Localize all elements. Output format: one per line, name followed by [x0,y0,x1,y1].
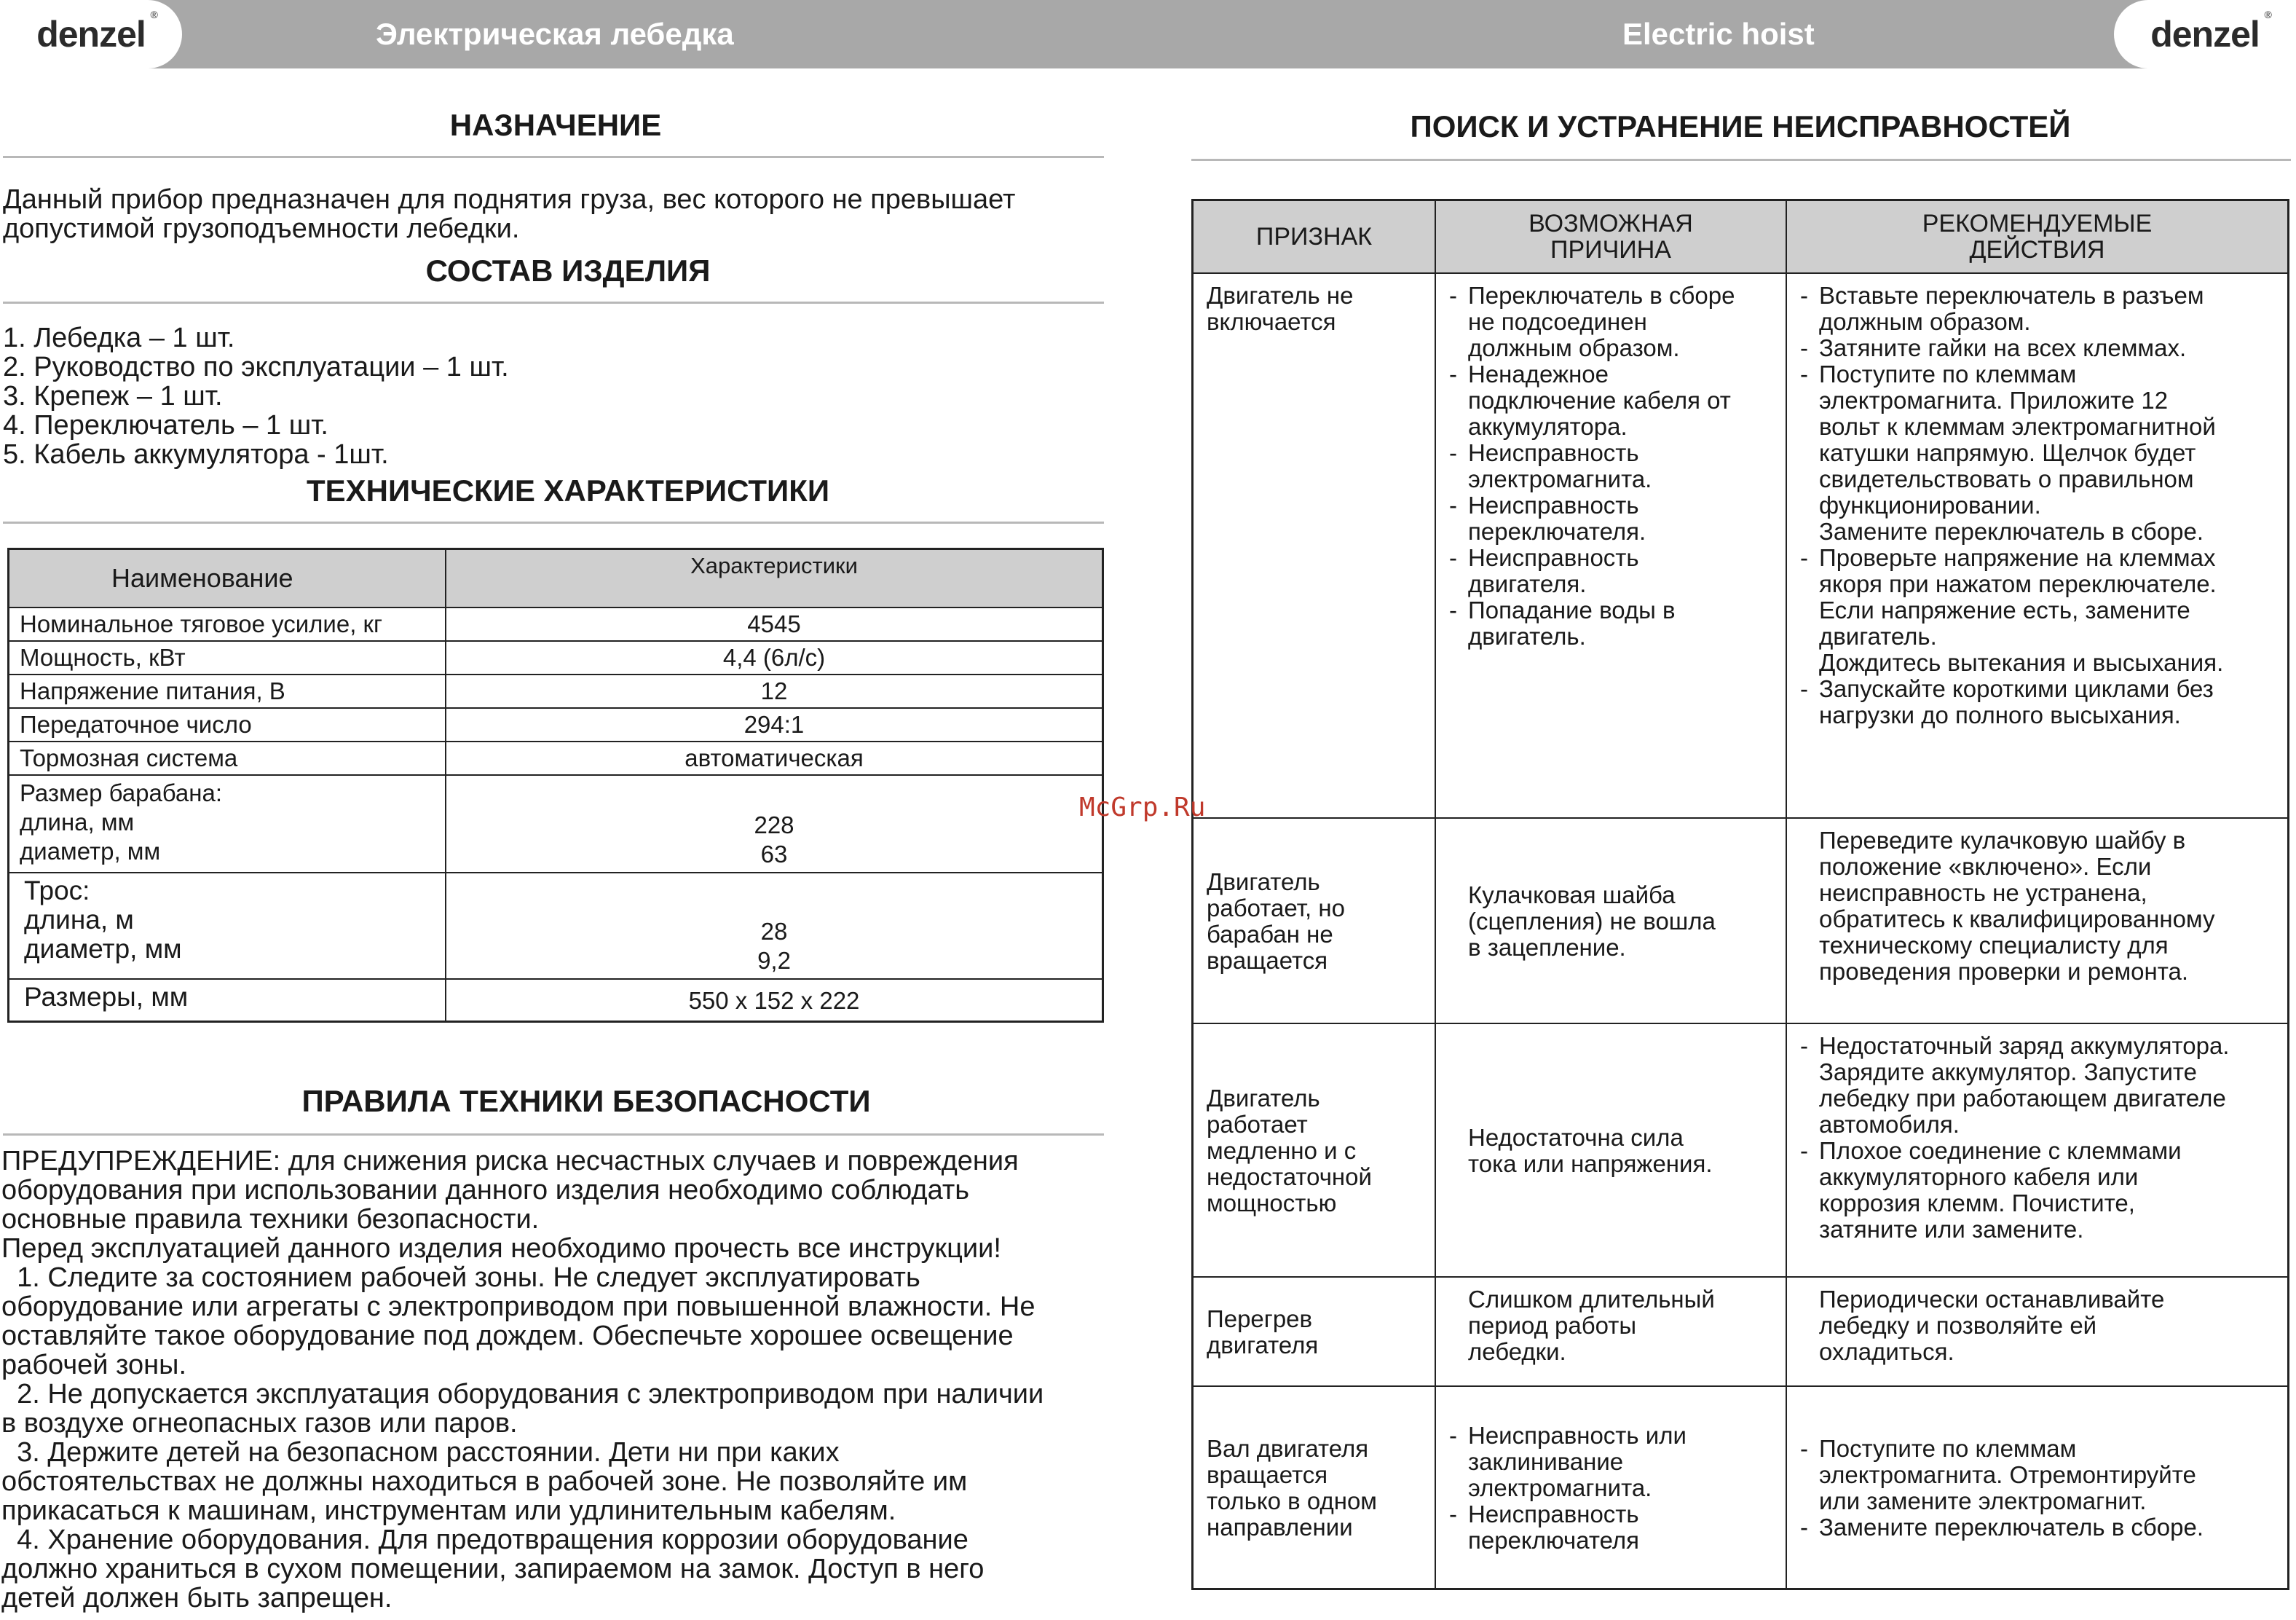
trouble-rule [1191,159,2291,161]
spec-value: автоматическая [685,744,864,771]
table-row [1194,272,2287,817]
spec-name: Мощность, кВт [9,642,446,674]
specs-heading: ТЕХНИЧЕСКИЕ ХАРАКТЕРИСТИКИ [306,473,830,508]
spec-value: 28 9,2 [757,918,791,974]
purpose-text: Данный прибор предназначен для поднятия груза, вес которого не превышает допустимой грузоподъемности лебедки. [3,184,1016,244]
cause-cell: - Неисправность или заклинивание электромагнита. - Неисправность переключателя [1436,1387,1787,1588]
sign-cell: Перегрев двигателя [1194,1278,1436,1385]
action-cell: Периодически останавливайте лебедку и позволяйте ей охладиться. [1819,1286,2165,1365]
sign-cell: Двигатель работает медленно и с недостаточной мощностью [1194,1024,1436,1276]
sign-cell: Двигатель не включается [1194,274,1436,817]
spec-name: Тормозная система [9,742,446,774]
action-cell: - Поступите по клеммам электромагнита. Отремонтируйте или замените электромагнит. - Замените переключатель в сборе. [1787,1387,2287,1588]
spec-name: Трос: длина, м диаметр, мм [9,873,446,978]
purpose-heading: НАЗНАЧЕНИЕ [449,108,662,142]
sign-cell: Вал двигателя вращается только в одном направлении [1194,1387,1436,1588]
col-action: РЕКОМЕНДУЕМЫЕ ДЕЙСТВИЯ [1922,210,2153,264]
col-sign: ПРИЗНАК [1194,201,1436,272]
spec-value: 550 х 152 х 222 [688,987,860,1014]
table-row [9,674,1102,707]
list-item: 5. Кабель аккумулятора - 1шт. [3,439,389,470]
specs-col-name: Наименование [9,550,446,607]
spec-name: Размер барабана: длина, мм диаметр, мм [9,776,446,872]
spec-name: Размеры, мм [9,980,446,1021]
list-item: 4. Переключатель – 1 шт. [3,410,328,441]
contents-heading: СОСТАВ ИЗДЕЛИЯ [425,253,711,288]
purpose-rule [3,156,1104,158]
table-row-rope [9,872,1102,978]
spec-value: 294:1 [743,711,805,738]
table-row [9,707,1102,741]
specs-col-value: Характеристики [690,553,858,578]
header-band [0,0,2296,68]
action-cell: - Недостаточный заряд аккумулятора. Зарядите аккумулятор. Запустите лебедку при работающем двигателе автомобиля. - Плохое соединение с клеммами аккумуляторного кабеля или коррозия клемм. Почистите, затяните или замените. [1787,1024,2287,1276]
cause-cell: Кулачковая шайба (сцепления) не вошла в зацепление. [1436,819,1787,1023]
cause-cell: - Переключатель в сборе не подсоединен должным образом. - Ненадежное подключение кабеля от аккумулятора. - Неисправность электромагнита. - Неисправность переключателя. - Неисправность двигателя. - Попадание воды в двигатель. [1436,274,1787,817]
table-row [1194,1385,2287,1588]
list-item: 1. Лебедка – 1 шт. [3,323,235,353]
list-item: 3. Крепеж – 1 шт. [3,381,223,412]
table-row [1194,1023,2287,1276]
safety-text: ПРЕДУПРЕЖДЕНИЕ: для снижения риска несчастных случаев и повреждения оборудования при использовании данного изделия необходимо соблюдать основные правила техники безопасности. Перед эксплуатацией данного изделия необходимо прочесть все инструкции! 1. Следите за состоянием рабочей зоны. Не следует эксплуатировать оборудование или агрегаты с электроприводом при повышенной влажности. Не оставляйте такое оборудование под дождем. Обеспечьте хорошее освещение рабочей зоны. 2. Не допускается эксплуатация оборудования с электроприводом при наличии в воздухе огнеопасных газов или паров. 3. Держите детей на безопасном расстоянии. Дети ни при каких обстоятельствах не должны находиться в рабочей зоне. Не позволяйте им прикасаться к машинам, инструментам или удлинительным кабелям. 4. Хранение оборудования. Для предотвращения коррозии оборудование должно храниться в сухом помещении, запираемом на замок. Доступ в него детей должен быть запрещен. [1,1146,1044,1613]
specs-header-row [9,550,1102,607]
col-cause: ВОЗМОЖНАЯ ПРИЧИНА [1436,201,1787,272]
contents-rule [3,302,1104,304]
spec-value: 4545 [747,610,801,637]
specs-table [7,548,1104,1023]
spec-name: Номинальное тяговое усилие, кг [9,608,446,640]
action-cell: - Вставьте переключатель в разъем должным образом. - Затяните гайки на всех клеммах. - Поступите по клеммам электромагнита. Приложите 12 вольт к клеммам электромагнитной катушки напрямую. Щелчок будет свидетельствовать о правильном функционировании. Замените переключатель в сборе. - Проверьте напряжение на клеммах якоря при нажатом переключателе. Если напряжение есть, замените двигатель. Дождитесь вытекания и высыхания. - Запускайте короткими циклами без нагрузки до полного высыхания. [1787,274,2287,817]
table-row [9,640,1102,674]
header-title-right: Electric hoist [1622,17,1815,51]
spec-name: Передаточное число [9,709,446,741]
logo-left-cap [0,0,182,68]
action-cell: Переведите кулачковую шайбу в положение «включено». Если неисправность не устранена, обратитесь к квалифицированному техническому специалисту для проведения проверки и ремонта. [1819,827,2215,985]
watermark: McGrp.Ru [1079,793,1206,822]
trouble-heading: ПОИСК И УСТРАНЕНИЕ НЕИСПРАВНОСТЕЙ [1410,109,2071,143]
header-title-left: Электрическая лебедка [376,17,734,51]
table-row-dims [9,978,1102,1021]
spec-name: Напряжение питания, В [9,675,446,707]
specs-rule [3,522,1104,524]
brand-logo-right: denzel ® [2150,9,2271,55]
list-item: 2. Руководство по эксплуатации – 1 шт. [3,352,509,382]
brand-logo-left: denzel ® [36,9,157,55]
cause-cell: Слишком длительный период работы лебедки. [1436,1278,1787,1385]
contents-list [3,323,509,469]
spec-value: 4,4 (6л/с) [722,644,826,671]
spec-value: 12 [760,677,788,704]
trouble-table [1191,199,2289,1590]
table-row [1194,1276,2287,1385]
table-row [1194,817,2287,1023]
cause-cell: Недостаточна сила тока или напряжения. [1436,1024,1787,1276]
logo-right-cap [2114,0,2296,68]
sign-cell: Двигатель работает, но барабан не вращается [1194,819,1436,1023]
safety-rule [3,1133,1104,1136]
safety-heading: ПРАВИЛА ТЕХНИКИ БЕЗОПАСНОСТИ [301,1084,871,1118]
table-row [9,607,1102,640]
table-row-drum [9,774,1102,872]
table-row [9,741,1102,774]
trouble-header-row [1194,201,2287,272]
spec-value: 228 63 [754,811,794,868]
